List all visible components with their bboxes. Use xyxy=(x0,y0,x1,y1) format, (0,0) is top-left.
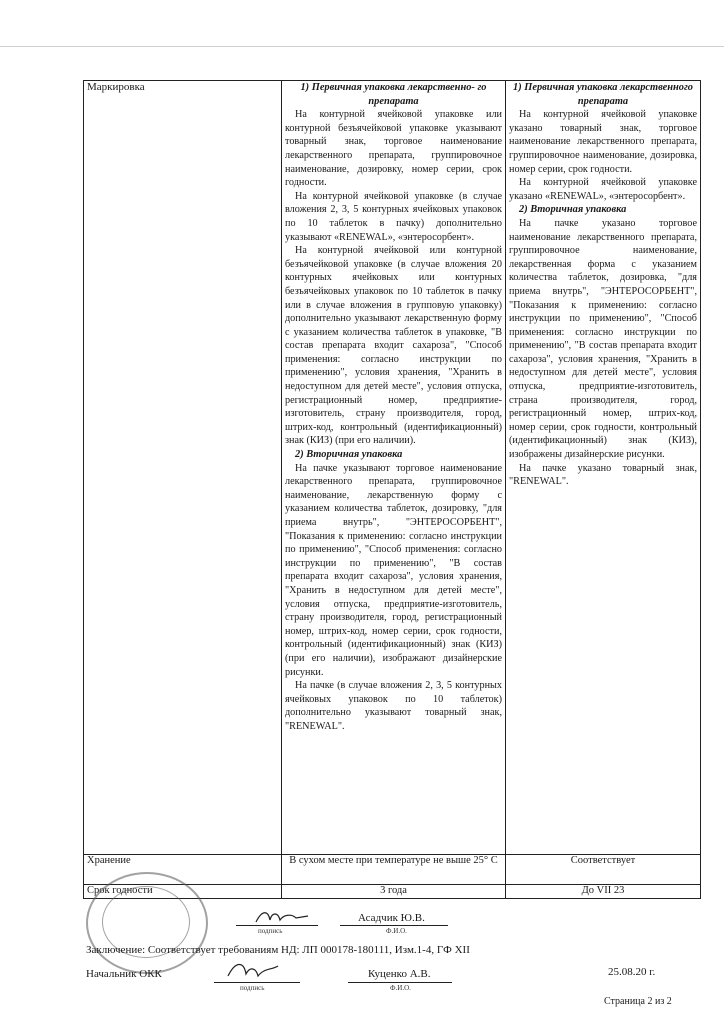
storage-result: Соответствует xyxy=(506,855,701,885)
requirement-paragraph: На контурной ячейковой или контурной безъячейковой упаковке (в случае вложения 20 контурных ячейковых или контурных безъячейковых упаковок по 10 таблеток в пачку или в случае вложения в групповую упаковку) дополнительно указывают лекарственную форму с указанием количества таблеток в упаковке, "В состав препарата входит сахароза", "Способ применения: согласно инструкции по применению", условия хранения, "Хранить в недоступном для детей месте", условия отпуска, регистрационный номер, предприятие-изготовитель, страну производителя, город, штрих-код, контрольный (идентификационный) знак (КИЗ) (при его наличии). xyxy=(285,245,502,447)
requirement-paragraph: На контурной ячейковой упаковке (в случае вложения 2, 3, 5 контурных ячейковых упаковок по 10 таблеток в пачку) дополнительно указывают «RENEWAL», «энтеросорбент». xyxy=(285,190,502,243)
specification-table xyxy=(83,80,701,899)
secondary-pack-heading: 2) Вторичная упаковка xyxy=(295,449,403,461)
result-paragraph: На контурной ячейковой упаковке указано товарный знак, торговое наименование лекарственного препарата, группировочное наименование, дозировка, номер серии, срок годности. xyxy=(509,109,697,175)
shelf-life-requirement: 3 года xyxy=(282,885,506,899)
requirement-paragraph: На контурной ячейковой упаковке или контурной безъячейковой упаковке указывают товарный знак, торговое наименование лекарственного препарата, группировочное наименование, дозировку, номер серии, срок годности. xyxy=(285,109,502,189)
requirement-paragraph: На пачке (в случае вложения 2, 3, 5 контурных ячейковых упаковок по 10 таблеток) дополнительно указывают товарный знак, "RENEWAL". xyxy=(285,680,502,732)
shelf-life-result: До VII 23 xyxy=(506,885,701,899)
requirement-cell xyxy=(282,81,506,855)
secondary-pack-heading: 2) Вторичная упаковка xyxy=(519,204,627,216)
signature-2-line xyxy=(214,982,300,983)
shelf-life-label: Срок годности xyxy=(84,885,282,899)
signature-1-line xyxy=(236,925,318,926)
marking-label: Маркировка xyxy=(84,81,282,855)
result-paragraph: На пачке указано товарный знак, "RENEWAL". xyxy=(509,462,697,488)
requirement-paragraph: На пачке указывают торговое наименование лекарственного препарата, группировочное наименование, лекарственную форму с указанием количества таблеток, дозировку, "для приема внутрь", "ЭНТЕРОСОРБЕНТ", "Показания к применению: согласно инструкции по применению", "Способ применения: согласно инструкции по применению", "В состав препарата входит сахароза", условия хранения, "Хранить в недоступном для детей месте", условия отпуска, предприятие-изготовитель, страну производителя, город, регистрационный номер, штрих-код, номер серии, срок годности, контрольный (идентификационный) знак (КИЗ) (при его наличии), изображают дизайнерские рисунки. xyxy=(285,462,502,678)
primary-pack-heading: 1) Первичная упаковка лекарственного препарата xyxy=(513,82,693,107)
signer-2-name-line xyxy=(348,982,452,983)
signer-1-name-line xyxy=(340,925,448,926)
signature-2-caption: подпись xyxy=(240,984,265,992)
signer-1-name: Асадчик Ю.В. xyxy=(358,912,425,924)
conclusion-text: Заключение: Соответствует требованиям НД: ЛП 000178-180111, Изм.1-4, ГФ XII xyxy=(86,944,470,956)
page-number: Страница 2 из 2 xyxy=(604,996,672,1007)
scan-edge-line xyxy=(0,46,724,47)
signer-2-fio-caption: Ф.И.О. xyxy=(390,984,411,992)
result-paragraph: На пачке указано торговое наименование лекарственного препарата, группировочное наименование, лекарственная форма с указанием количества таблеток, дозировка, "для приема внутрь", "ЭНТЕРОСОРБЕНТ", "Показания к применению: согласно инструкции по применению", "Способ применения: согласно инструкции по применению", "В состав препарата входит сахароза", условия хранения, "Хранить в недоступном для детей месте", условия отпуска, предприятие-изготовитель, страна производителя, город, регистрационный номер, штрих-код, номер серии, срок годности, контрольный (идентификационный) знак (КИЗ), изображены дизайнерские рисунки. xyxy=(509,217,697,461)
signer-1-fio-caption: Ф.И.О. xyxy=(386,927,407,935)
result-cell xyxy=(506,81,701,855)
storage-requirement: В сухом месте при температуре не выше 25° С xyxy=(282,855,506,885)
signature-2 xyxy=(222,958,282,984)
signature-1-caption: подпись xyxy=(258,927,283,935)
table-row-marking xyxy=(84,81,701,855)
result-paragraph: На контурной ячейковой упаковке указано «RENEWAL», «энтеросорбент». xyxy=(509,177,697,202)
storage-label: Хранение xyxy=(84,855,282,885)
signer-2-name: Куценко А.В. xyxy=(368,968,431,980)
head-label: Начальник ОКК xyxy=(86,968,162,980)
document-date: 25.08.20 г. xyxy=(608,966,656,978)
primary-pack-heading: 1) Первичная упаковка лекарственно- го препарата xyxy=(300,82,487,107)
